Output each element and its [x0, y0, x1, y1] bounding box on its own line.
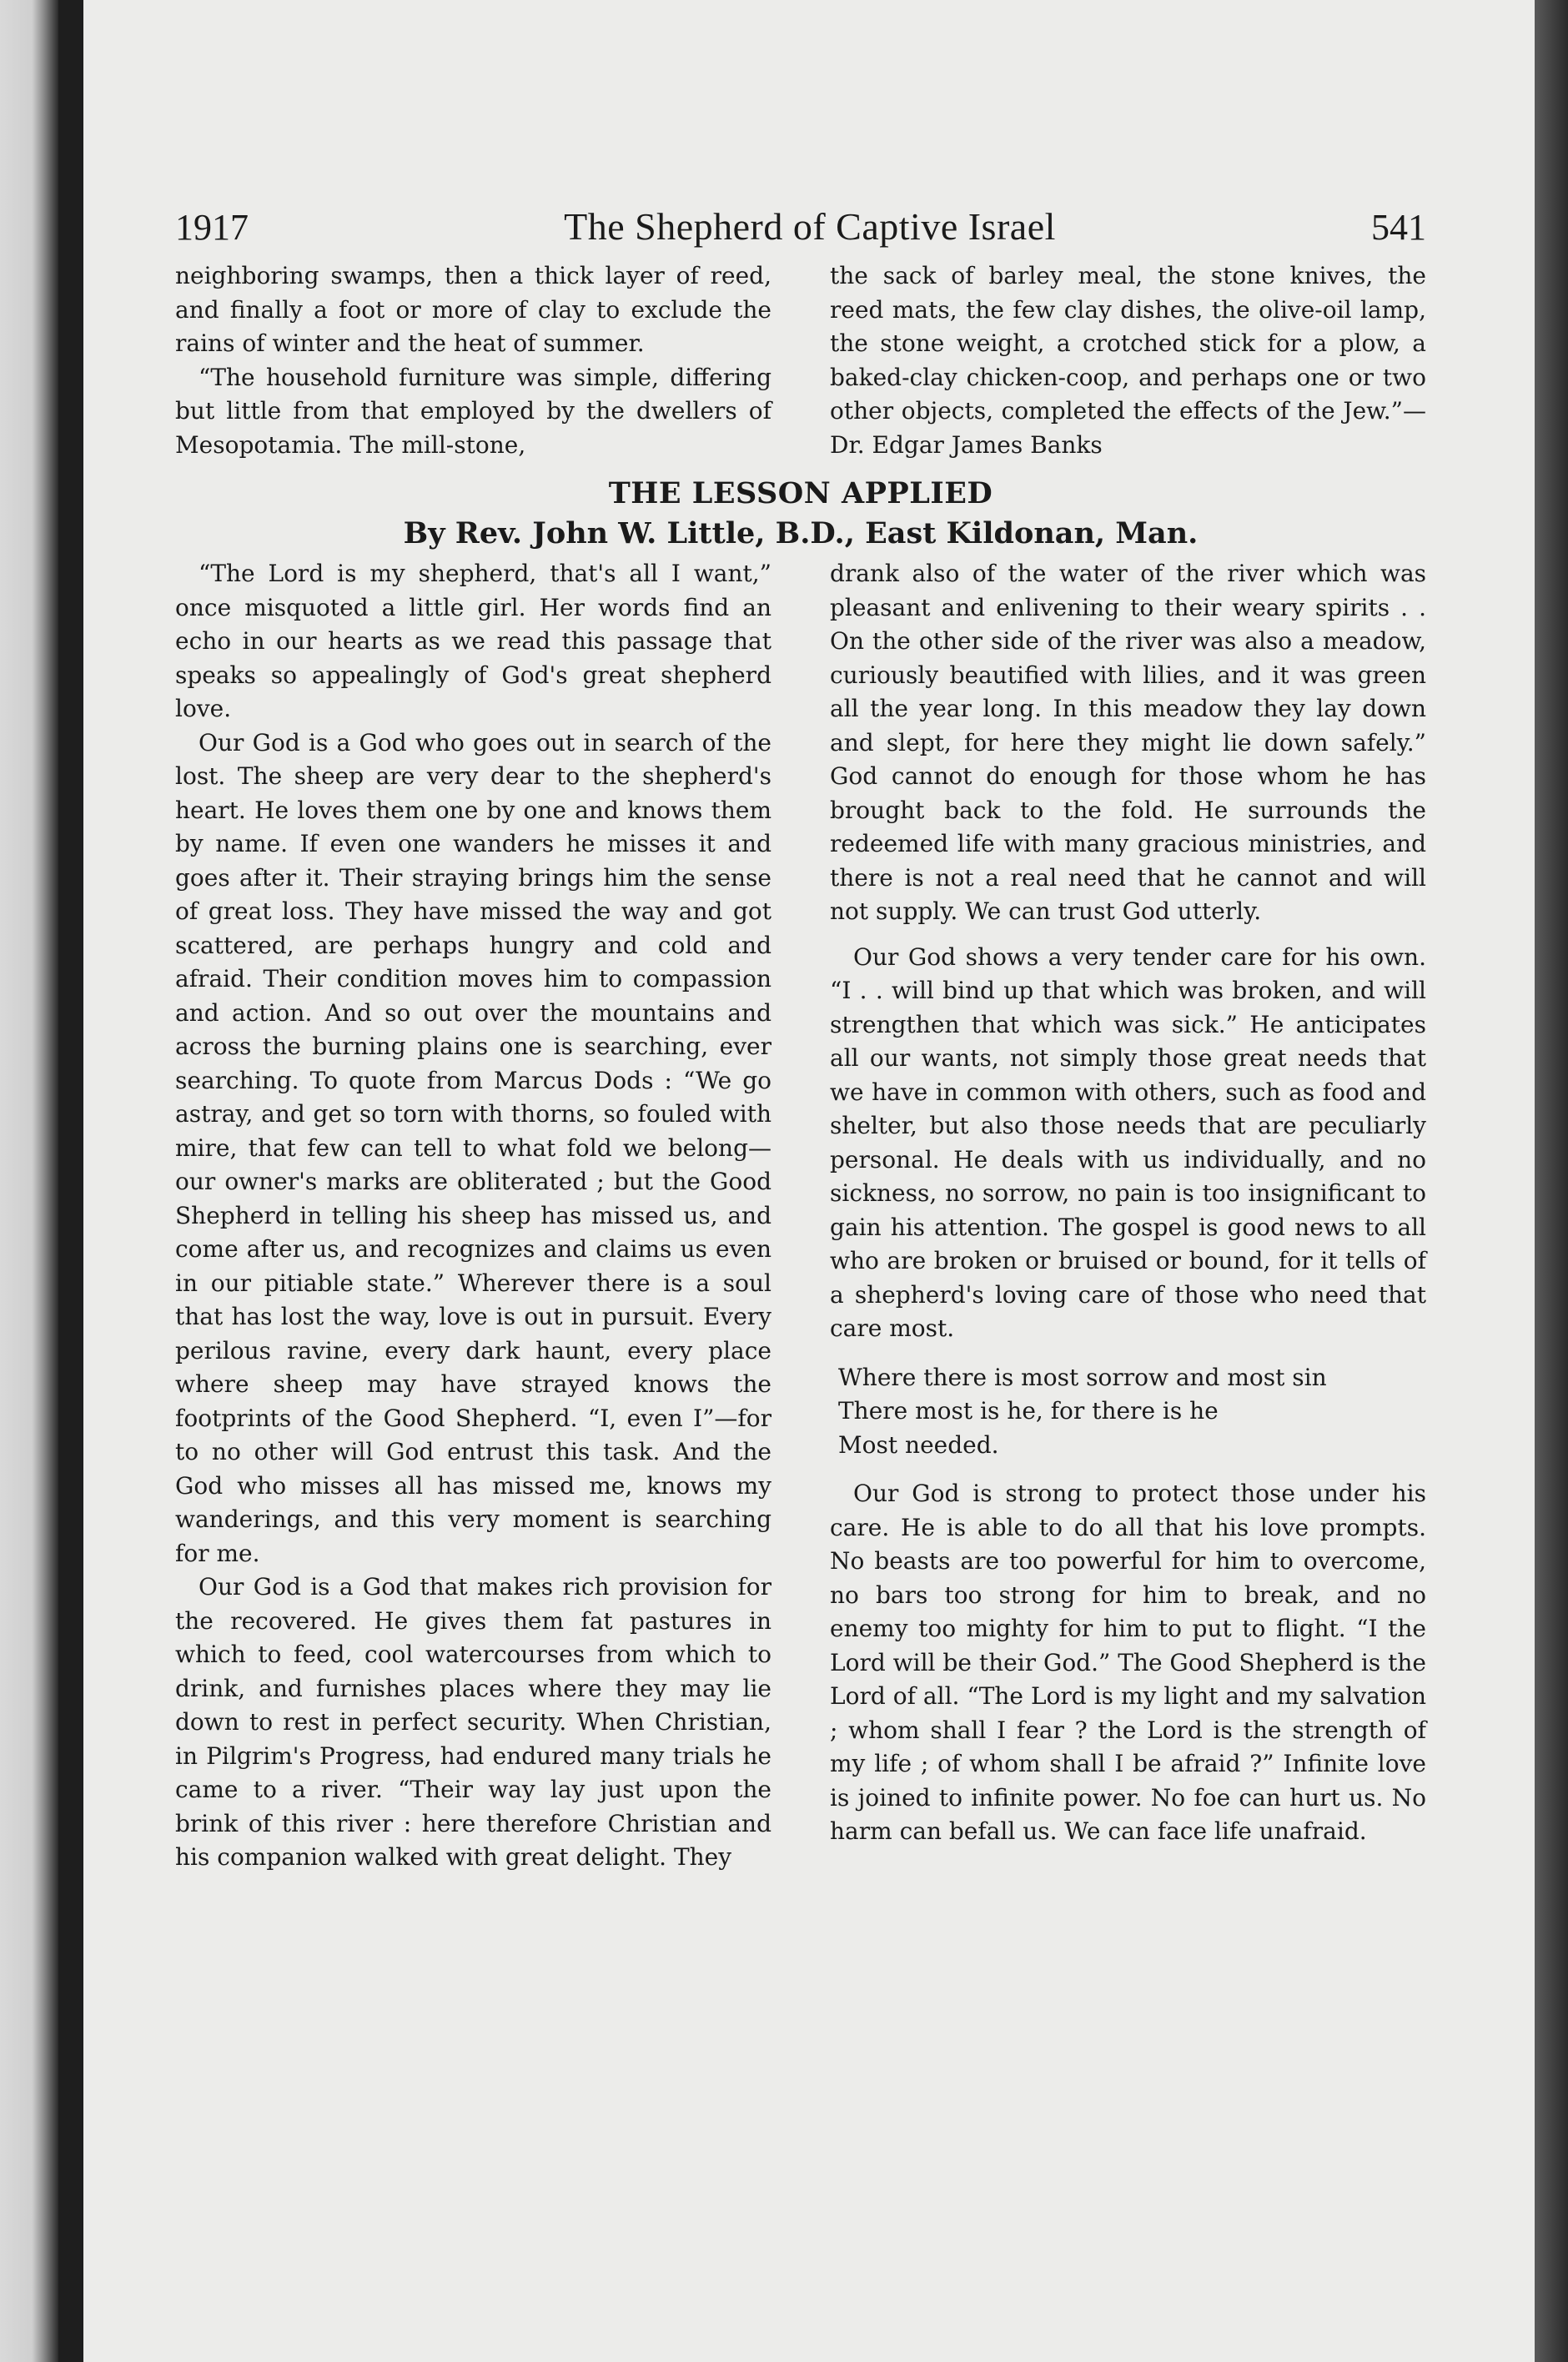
book-page: [83, 0, 1535, 2362]
right-edge-shadow: [1535, 0, 1568, 2362]
top-columns: [175, 259, 1426, 462]
paragraph: Our God is strong to protect those under his care. He is able to do all that his love prompts. No beasts are too powerful for him to overcome, no bars too strong for him to break, and no enemy too mighty for him to put to flight. “I the Lord will be their God.” The Good Shepherd is the Lord of all. “The Lord is my light and my salvation ; whom shall I fear ? the Lord is the strength of my life ; of whom shall I be afraid ?” Infinite love is joined to infinite power. No foe can hurt us. No harm can befall us. We can face life unafraid.: [830, 1480, 1426, 1845]
section-heading: [175, 474, 1426, 554]
poem-line: Where there is most sorrow and most sin: [838, 1363, 1327, 1391]
section-title: THE LESSON APPLIED: [608, 476, 993, 510]
paragraph: Our God shows a very tender care for his own. “I . . will bind up that which was broken, and will strengthen that which was sick.” He anticipates all our wants, not simply those great needs that we have in common with others, such as food and shelter, but also those needs that are peculiarly personal. He deals with us individually, and no sickness, no sorrow, no pain is too insignificant to gain his attention. The gospel is good news to all who are broken or bruised or bound, for it tells of a shepherd's loving care of those who need that care most.: [830, 942, 1426, 1342]
poem-quote: [838, 1361, 1426, 1463]
page-number: 541: [1371, 207, 1426, 248]
paragraph: Our God is a God who goes out in search of the lost. The sheep are very dear to the shepherd's heart. He loves them one by one and knows them by name. If even one wanders he misses it and goes after it. Their straying brings him the sense of great loss. They have missed the way and got scattered, are perhaps hungry and cold and afraid. Their condition moves him to compassion and action. And so out over the mountains and across the burning plains one is searching, ever searching. To quote from Marcus Dods : “We go astray, and get so torn with thorns, so fouled with mire, that few can tell to what fold we belong—our owner's marks are obliterated ; but the Good Shepherd in telling his sheep has missed us, and come after us, and recognizes and claims us even in our pitiable state.” Wherever there is a soul that has lost the way, love is out in pursuit. Every perilous ravine, every dark haunt, every place where sheep may have strayed knows the footprints of the Good Shepherd. “I, even I”—for to no other will God entrust this task. And the God who misses all has missed me, knows my wanderings, and this very moment is searching for me.: [175, 728, 771, 1567]
top-right-column: [830, 259, 1426, 462]
article-right-column: [830, 557, 1426, 1875]
page-content: [175, 204, 1426, 1875]
paragraph: the sack of barley meal, the stone knives, the reed mats, the few clay dishes, the olive-oil lamp, the stone weight, a crotched stick for a plow, a baked-clay chicken-coop, and perhaps one or two other objects, completed the effects of the Jew.”—Dr. Edgar James Banks: [830, 262, 1426, 459]
section-byline: By Rev. John W. Little, B.D., East Kildonan, Man.: [403, 516, 1199, 550]
running-header: [175, 204, 1426, 254]
paragraph: Our God is a God that makes rich provision for the recovered. He gives them fat pastures in which to feed, cool watercourses from which to drink, and furnishes places where they may lie down to rest in perfect security. When Christian, in Pilgrim's Progress, had endured many trials he came to a river. “Their way lay just upon the brink of this river : here therefore Christian and his companion walked with great delight. They: [175, 1573, 771, 1871]
binding-shadow: [58, 0, 83, 2362]
article-left-column: [175, 557, 771, 1875]
poem-line: Most needed.: [838, 1430, 999, 1459]
paragraph: “The Lord is my shepherd, that's all I want,” once misquoted a little girl. Her words find an echo in our hearts as we read this passage that speaks so appealingly of God's great shepherd love.: [175, 560, 771, 722]
adjacent-page-edge: [0, 0, 58, 2362]
article-columns: [175, 557, 1426, 1875]
header-year: 1917: [175, 207, 249, 248]
poem-line: There most is he, for there is he: [838, 1397, 1219, 1425]
top-left-column: [175, 259, 771, 462]
paragraph: “The household furniture was simple, differing but little from that employed by the dwellers of Mesopotamia. The mill-stone,: [175, 363, 771, 459]
paragraph: drank also of the water of the river which was pleasant and enlivening to their weary spirits . . On the other side of the river was also a meadow, curiously beautified with lilies, and it was green all the year long. In this meadow they lay down and slept, for here they might lie down safely.” God cannot do enough for those whom he has brought back to the fold. He surrounds the redeemed life with many gracious ministries, and there is not a real need that he cannot and will not supply. We can trust God utterly.: [830, 560, 1426, 925]
paragraph: neighboring swamps, then a thick layer of reed, and finally a foot or more of clay to exclude the rains of winter and the heat of summer.: [175, 262, 771, 357]
header-title: The Shepherd of Captive Israel: [564, 205, 1056, 248]
